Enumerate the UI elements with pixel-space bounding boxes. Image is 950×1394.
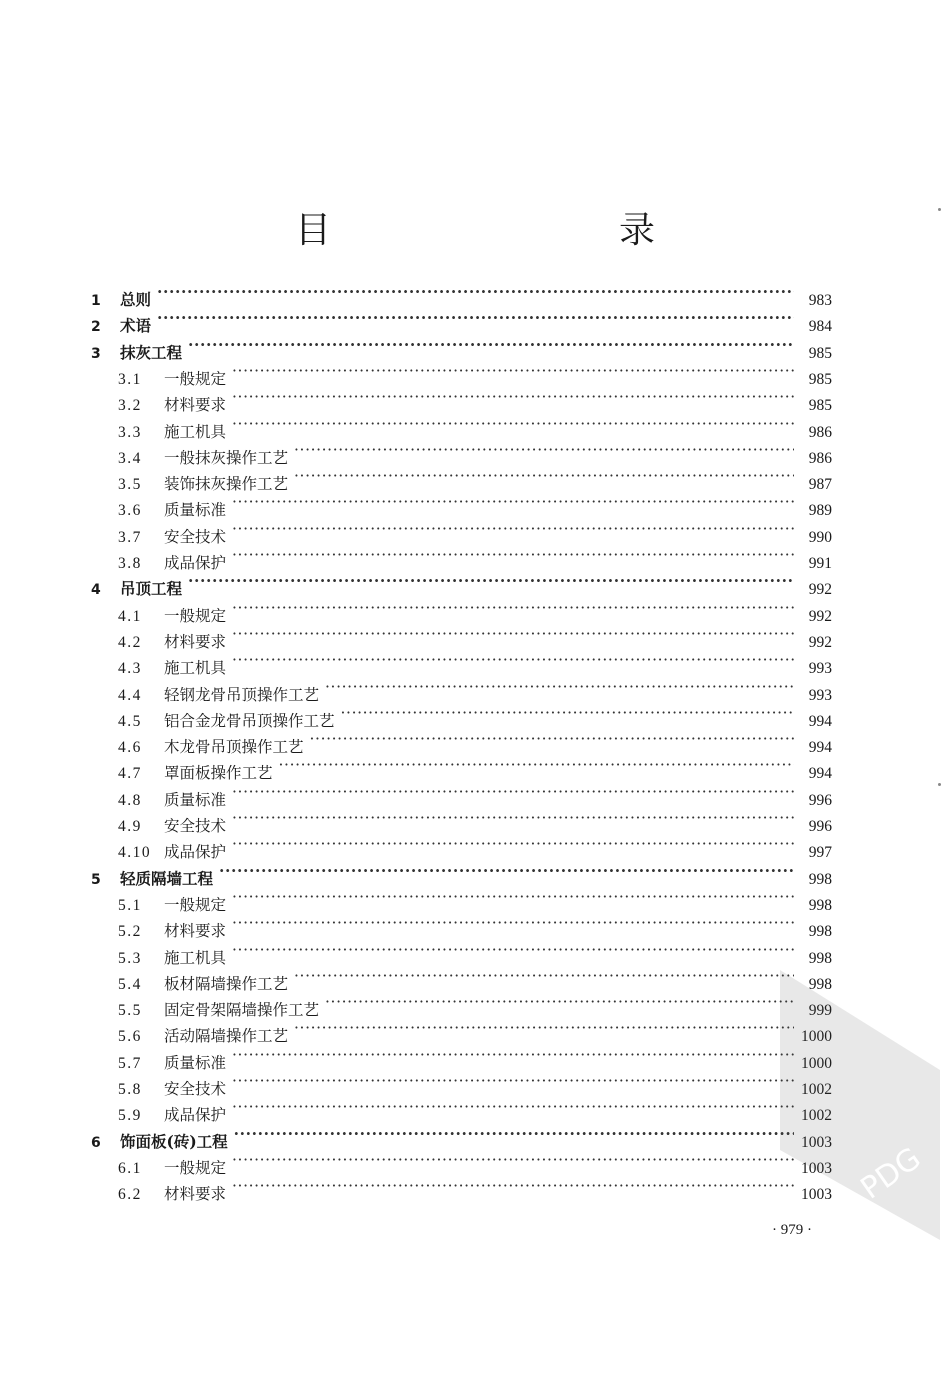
- toc-leader-dots: [325, 989, 794, 1015]
- toc-leader-dots: [232, 542, 794, 568]
- toc-leader-dots: [232, 384, 794, 410]
- toc-leader-dots: [232, 910, 794, 936]
- toc-entry-title: 轻钢龙骨吊顶操作工艺: [164, 685, 320, 704]
- toc-entry-page: 1003: [801, 1133, 832, 1151]
- toc-entry-page: 1000: [801, 1054, 832, 1072]
- toc-section-entry[interactable]: [118, 674, 832, 704]
- toc-entry-page: 992: [808, 581, 832, 599]
- toc-entry-number: 3.8: [118, 555, 142, 572]
- toc-entry-number: 6.1: [118, 1159, 142, 1177]
- toc-leader-dots: [232, 647, 794, 673]
- toc-entry-title: 一般抹灰操作工艺: [164, 448, 289, 467]
- toc-leader-dots: [294, 963, 794, 989]
- toc-entry-title: 材料要求: [164, 396, 227, 415]
- toc-leader-dots: [232, 358, 794, 384]
- toc-entry-page: 984: [808, 318, 832, 336]
- toc-entry-page: 983: [808, 292, 832, 309]
- toc-leader-dots: [232, 831, 794, 857]
- toc-section-entry[interactable]: [118, 752, 832, 783]
- toc-section-entry[interactable]: [118, 779, 832, 809]
- toc-leader-dots: [232, 489, 794, 515]
- toc-entry-title: 安全技术: [164, 1080, 227, 1098]
- toc-section-entry[interactable]: [118, 1147, 832, 1177]
- toc-entry-title: 总则: [120, 290, 152, 309]
- toc-entry-number: 5.1: [118, 896, 142, 914]
- toc-leader-dots: [188, 568, 794, 594]
- toc-entry-title: 质量标准: [164, 501, 227, 520]
- toc-entry-title: 活动隔墙操作工艺: [164, 1027, 289, 1046]
- toc-entry-page: 997: [808, 844, 832, 862]
- toc-entry-number: 4.10: [118, 844, 152, 862]
- toc-section-entry[interactable]: [118, 884, 832, 914]
- toc-leader-dots: [341, 700, 794, 726]
- toc-entry-page: 991: [808, 555, 832, 572]
- toc-entry-title: 一般规定: [164, 895, 227, 914]
- toc-entry-title: 一般规定: [164, 369, 227, 388]
- toc-entry-number: 3.2: [118, 397, 142, 415]
- toc-entry-title: 木龙骨吊顶操作工艺: [164, 738, 304, 757]
- toc-entry-number: 5.7: [118, 1054, 142, 1072]
- toc-section-entry[interactable]: [118, 910, 832, 941]
- toc-entry-number: 6: [91, 1134, 101, 1151]
- toc-entry-page: 998: [808, 896, 832, 914]
- toc-section-entry[interactable]: [118, 1015, 832, 1046]
- toc-entry-page: 989: [808, 502, 832, 520]
- toc-entry-number: 4.4: [118, 686, 142, 704]
- toc-entry-title: 板材隔墙操作工艺: [164, 974, 289, 993]
- toc-section-entry[interactable]: [118, 937, 832, 967]
- toc-leader-dots: [294, 437, 794, 463]
- toc-entry-title: 成品保护: [164, 843, 227, 862]
- scan-speck: [938, 783, 941, 786]
- toc-leader-dots: [219, 858, 794, 884]
- toc-entry-number: 6.2: [118, 1186, 142, 1204]
- toc-entry-number: 5.9: [118, 1107, 142, 1125]
- toc-chapter-entry[interactable]: [91, 332, 832, 362]
- toc-entry-page: 1002: [801, 1107, 832, 1125]
- toc-entry-title: 材料要求: [164, 632, 227, 651]
- toc-entry-title: 装饰抹灰操作工艺: [164, 475, 289, 494]
- toc-section-entry[interactable]: [118, 700, 832, 730]
- toc-entry-title: 材料要求: [164, 922, 227, 941]
- toc-entry-title: 质量标准: [164, 1053, 227, 1072]
- toc-entry-page: 987: [808, 476, 832, 494]
- toc-entry-title: 材料要求: [164, 1185, 227, 1204]
- toc-entry-title: 吊顶工程: [120, 579, 183, 599]
- toc-leader-dots: [232, 1042, 794, 1068]
- toc-entry-page: 1002: [801, 1081, 832, 1098]
- toc-entry-page: 998: [808, 975, 832, 993]
- toc-section-entry[interactable]: [118, 831, 832, 862]
- toc-leader-dots: [232, 411, 794, 437]
- page-title: 目 录: [294, 210, 727, 252]
- toc-section-entry[interactable]: [118, 489, 832, 520]
- toc-section-entry[interactable]: [118, 805, 832, 835]
- toc-section-entry[interactable]: [118, 647, 832, 678]
- toc-chapter-entry[interactable]: [91, 858, 832, 888]
- toc-entry-number: 5.6: [118, 1028, 142, 1046]
- toc-leader-dots: [232, 884, 794, 910]
- toc-leader-dots: [294, 1015, 794, 1041]
- toc-leader-dots: [232, 1068, 794, 1094]
- toc-leader-dots: [232, 595, 794, 621]
- toc-entry-number: 5.2: [118, 923, 142, 941]
- page-number: · 979 ·: [772, 1222, 812, 1238]
- toc-leader-dots: [232, 1094, 794, 1120]
- toc-section-entry[interactable]: [118, 516, 832, 546]
- toc-entry-page: 994: [808, 765, 832, 783]
- toc-leader-dots: [188, 332, 794, 358]
- toc-entry-page: 1000: [801, 1028, 832, 1046]
- toc-entry-number: 4.5: [118, 712, 142, 730]
- toc-leader-dots: [232, 779, 794, 805]
- toc-entry-page: 996: [808, 791, 832, 809]
- toc-section-entry[interactable]: [118, 989, 832, 1020]
- toc-entry-page: 985: [808, 397, 832, 415]
- toc-leader-dots: [325, 674, 794, 700]
- toc-entry-page: 992: [808, 633, 832, 651]
- toc-entry-page: 1003: [801, 1186, 832, 1204]
- toc-entry-title: 成品保护: [164, 554, 227, 572]
- toc-entry-number: 3.6: [118, 502, 142, 520]
- toc-section-entry[interactable]: [118, 595, 832, 625]
- toc-leader-dots: [157, 279, 794, 305]
- toc-entry-number: 4: [91, 582, 101, 599]
- toc-section-entry[interactable]: [118, 1173, 832, 1204]
- toc-entry-page: 992: [808, 607, 832, 625]
- watermark-text: PDG: [854, 1140, 928, 1207]
- toc-entry-title: 饰面板(砖)工程: [120, 1131, 228, 1151]
- toc-entry-title: 施工机具: [164, 659, 227, 678]
- toc-entry-title: 一般规定: [164, 606, 227, 625]
- toc-leader-dots: [232, 516, 794, 542]
- toc-entry-page: 986: [808, 449, 832, 467]
- toc-entry-number: 5.4: [118, 975, 142, 993]
- toc-entry-number: 5.5: [118, 1002, 142, 1020]
- toc-entry-title: 质量标准: [164, 790, 227, 809]
- toc-entry-page: 998: [808, 870, 832, 888]
- toc-entry-page: 990: [808, 528, 832, 546]
- toc-section-entry[interactable]: [118, 1094, 832, 1125]
- toc-entry-title: 一般规定: [164, 1158, 227, 1177]
- toc-section-entry[interactable]: [118, 726, 832, 757]
- toc-entry-number: 4.6: [118, 739, 142, 757]
- toc-section-entry[interactable]: [118, 542, 832, 572]
- toc-entry-number: 5: [91, 871, 101, 888]
- toc-entry-number: 4.8: [118, 791, 142, 809]
- toc-leader-dots: [232, 1173, 794, 1199]
- toc-entry-title: 抹灰工程: [120, 342, 183, 362]
- toc-entry-title: 成品保护: [164, 1106, 227, 1125]
- toc-entry-number: 3: [91, 345, 101, 362]
- toc-entry-number: 4.3: [118, 660, 142, 678]
- toc-entry-number: 4.2: [118, 633, 142, 651]
- toc-entry-page: 993: [808, 660, 832, 678]
- toc-entry-number: 3.7: [118, 528, 142, 546]
- toc-entry-number: 1: [91, 293, 101, 309]
- toc-entry-title: 施工机具: [164, 948, 227, 967]
- toc-entry-number: 5.8: [118, 1081, 142, 1098]
- toc-section-entry[interactable]: [118, 411, 832, 441]
- toc-entry-title: 固定骨架隔墙操作工艺: [164, 1001, 320, 1020]
- toc-entry-page: 993: [808, 686, 832, 704]
- toc-entry-title: 施工机具: [164, 422, 227, 441]
- toc-entry-title: 术语: [120, 316, 152, 336]
- toc-entry-number: 5.3: [118, 949, 142, 967]
- toc-entry-number: 4.9: [118, 818, 142, 835]
- toc-entry-page: 1003: [801, 1159, 832, 1177]
- toc-section-entry[interactable]: [118, 963, 832, 993]
- toc-entry-number: 3.3: [118, 423, 142, 441]
- toc-leader-dots: [232, 805, 794, 831]
- toc-leader-dots: [234, 1121, 794, 1147]
- toc-entry-page: 994: [808, 712, 832, 730]
- scan-speck: [938, 208, 941, 211]
- toc-section-entry[interactable]: [118, 1042, 832, 1072]
- toc-section-entry[interactable]: [118, 384, 832, 415]
- toc-entry-title: 轻质隔墙工程: [120, 868, 214, 888]
- toc-entry-number: 3.1: [118, 370, 142, 388]
- toc-section-entry[interactable]: [118, 1068, 832, 1098]
- toc-entry-page: 986: [808, 423, 832, 441]
- toc-chapter-entry[interactable]: [91, 568, 832, 599]
- toc-entry-number: 3.5: [118, 476, 142, 494]
- toc-entry-page: 998: [808, 923, 832, 941]
- toc-entry-page: 998: [808, 949, 832, 967]
- toc-entry-page: 996: [808, 818, 832, 835]
- toc-leader-dots: [232, 621, 794, 647]
- toc-entry-number: 2: [91, 319, 101, 336]
- toc-leader-dots: [294, 463, 794, 489]
- toc-entry-title: 安全技术: [164, 817, 227, 835]
- toc-entry-title: 安全技术: [164, 527, 227, 546]
- toc-entry-page: 985: [808, 344, 832, 362]
- toc-leader-dots: [232, 937, 794, 963]
- toc-section-entry[interactable]: [118, 463, 832, 494]
- toc-chapter-entry[interactable]: [91, 279, 832, 309]
- toc-entry-title: 罩面板操作工艺: [164, 764, 273, 783]
- toc-entry-page: 994: [808, 739, 832, 757]
- toc-section-entry[interactable]: [118, 437, 832, 467]
- toc-entry-number: 4.7: [118, 765, 142, 783]
- toc-entry-page: 985: [808, 370, 832, 388]
- toc-leader-dots: [157, 305, 794, 331]
- toc-entry-number: 4.1: [118, 607, 142, 625]
- toc-leader-dots: [310, 726, 794, 752]
- toc-entry-page: 999: [808, 1002, 832, 1020]
- toc-entry-title: 铝合金龙骨吊顶操作工艺: [164, 711, 335, 730]
- toc-leader-dots: [232, 1147, 794, 1173]
- toc-chapter-entry[interactable]: [91, 1121, 832, 1151]
- toc-chapter-entry[interactable]: [91, 305, 832, 336]
- toc-leader-dots: [279, 752, 794, 778]
- toc-section-entry[interactable]: [118, 358, 832, 388]
- toc-section-entry[interactable]: [118, 621, 832, 651]
- toc-entry-number: 3.4: [118, 449, 142, 467]
